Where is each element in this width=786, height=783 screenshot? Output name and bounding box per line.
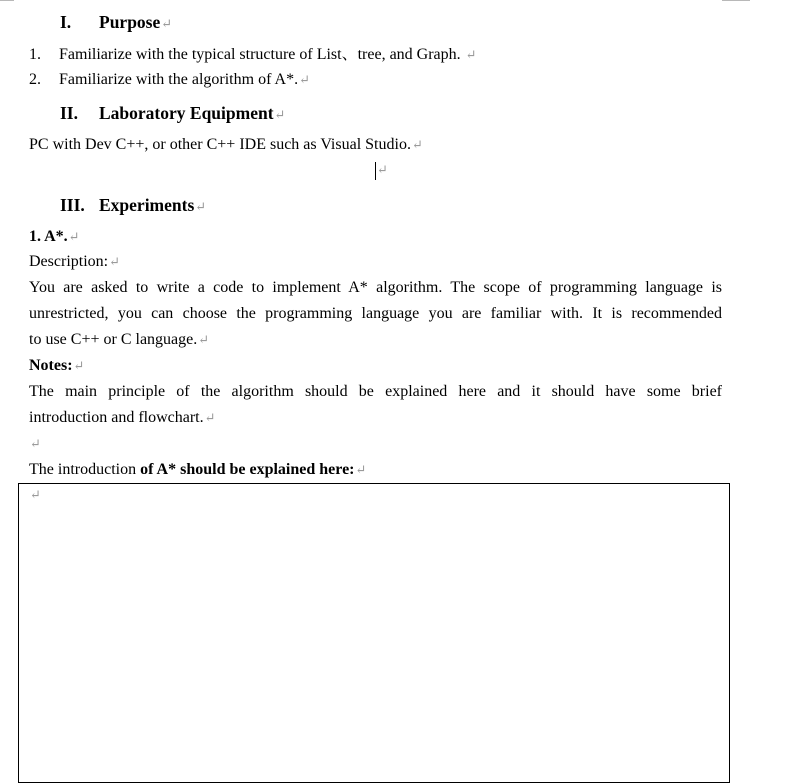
page-corner-mark-left <box>0 0 14 1</box>
intro-prompt <box>29 460 366 480</box>
intro-prompt-bold: of A* should be explained here: <box>140 461 355 478</box>
list-item <box>29 70 310 90</box>
paragraph-mark-icon: ↵ <box>204 410 216 425</box>
notes-line-last <box>29 408 216 428</box>
notes-line: introduction and flowchart. <box>29 409 204 426</box>
description-line-last <box>29 330 209 350</box>
section-title: Experiments <box>99 195 195 215</box>
paragraph-mark-icon: ↵ <box>411 137 423 152</box>
equipment-text-content: PC with Dev C++, or other C++ IDE such as Visual Studio. <box>29 136 411 153</box>
paragraph-mark-icon: ↵ <box>161 16 173 31</box>
description-line: unrestricted, you can choose the programming language you are familiar with. It is recommended <box>29 305 722 322</box>
paragraph-mark-icon: ↵ <box>109 254 120 269</box>
page-corner-mark-right <box>722 0 750 1</box>
section-numeral: I. <box>60 12 72 32</box>
description-label-text: Description: <box>29 253 109 270</box>
section-numeral: II. <box>60 103 78 123</box>
section-heading-purpose <box>60 12 172 34</box>
equipment-text <box>29 135 423 155</box>
paragraph-mark-icon: ↵ <box>465 47 477 62</box>
paragraph-mark-icon: ↵ <box>30 436 41 451</box>
experiment-subheading <box>29 227 80 247</box>
list-item <box>29 45 477 65</box>
paragraph-mark-icon: ↵ <box>198 332 210 347</box>
section-numeral: III. <box>60 195 85 215</box>
paragraph-mark-icon: ↵ <box>355 462 367 477</box>
description-line: to use C++ or C language. <box>29 331 198 348</box>
description-label <box>29 252 120 272</box>
experiment-subheading-text: 1. A*. <box>29 228 68 245</box>
intro-prompt-prefix: The introduction <box>29 461 141 478</box>
paragraph-mark-icon: ↵ <box>73 358 85 373</box>
notes-label <box>29 356 84 376</box>
notes-line: The main principle of the algorithm should be explained here and it should have some brief <box>29 383 722 400</box>
section-title: Purpose <box>99 12 161 32</box>
description-line: You are asked to write a code to implement A* algorithm. The scope of programming language is <box>29 279 722 296</box>
answer-text-box[interactable] <box>18 483 730 783</box>
section-heading-experiments <box>60 195 206 217</box>
notes-label-text: Notes: <box>29 357 73 374</box>
paragraph-mark-icon: ↵ <box>30 487 41 502</box>
paragraph-mark-icon: ↵ <box>68 229 80 244</box>
section-title: Laboratory Equipment <box>99 103 274 123</box>
list-item-number: 2. <box>29 71 41 88</box>
empty-paragraph[interactable] <box>29 434 41 454</box>
list-item-text: Familiarize with the typical structure of List、tree, and Graph. <box>59 46 465 63</box>
paragraph-mark-icon: ↵ <box>377 162 388 177</box>
empty-paragraph[interactable] <box>376 160 388 180</box>
paragraph-mark-icon: ↵ <box>274 107 286 122</box>
list-item-number: 1. <box>29 46 41 63</box>
list-item-text: Familiarize with the algorithm of A*. <box>59 71 299 88</box>
section-heading-equipment <box>60 103 285 125</box>
paragraph-mark-icon: ↵ <box>195 199 207 214</box>
paragraph-mark-icon: ↵ <box>299 72 310 87</box>
